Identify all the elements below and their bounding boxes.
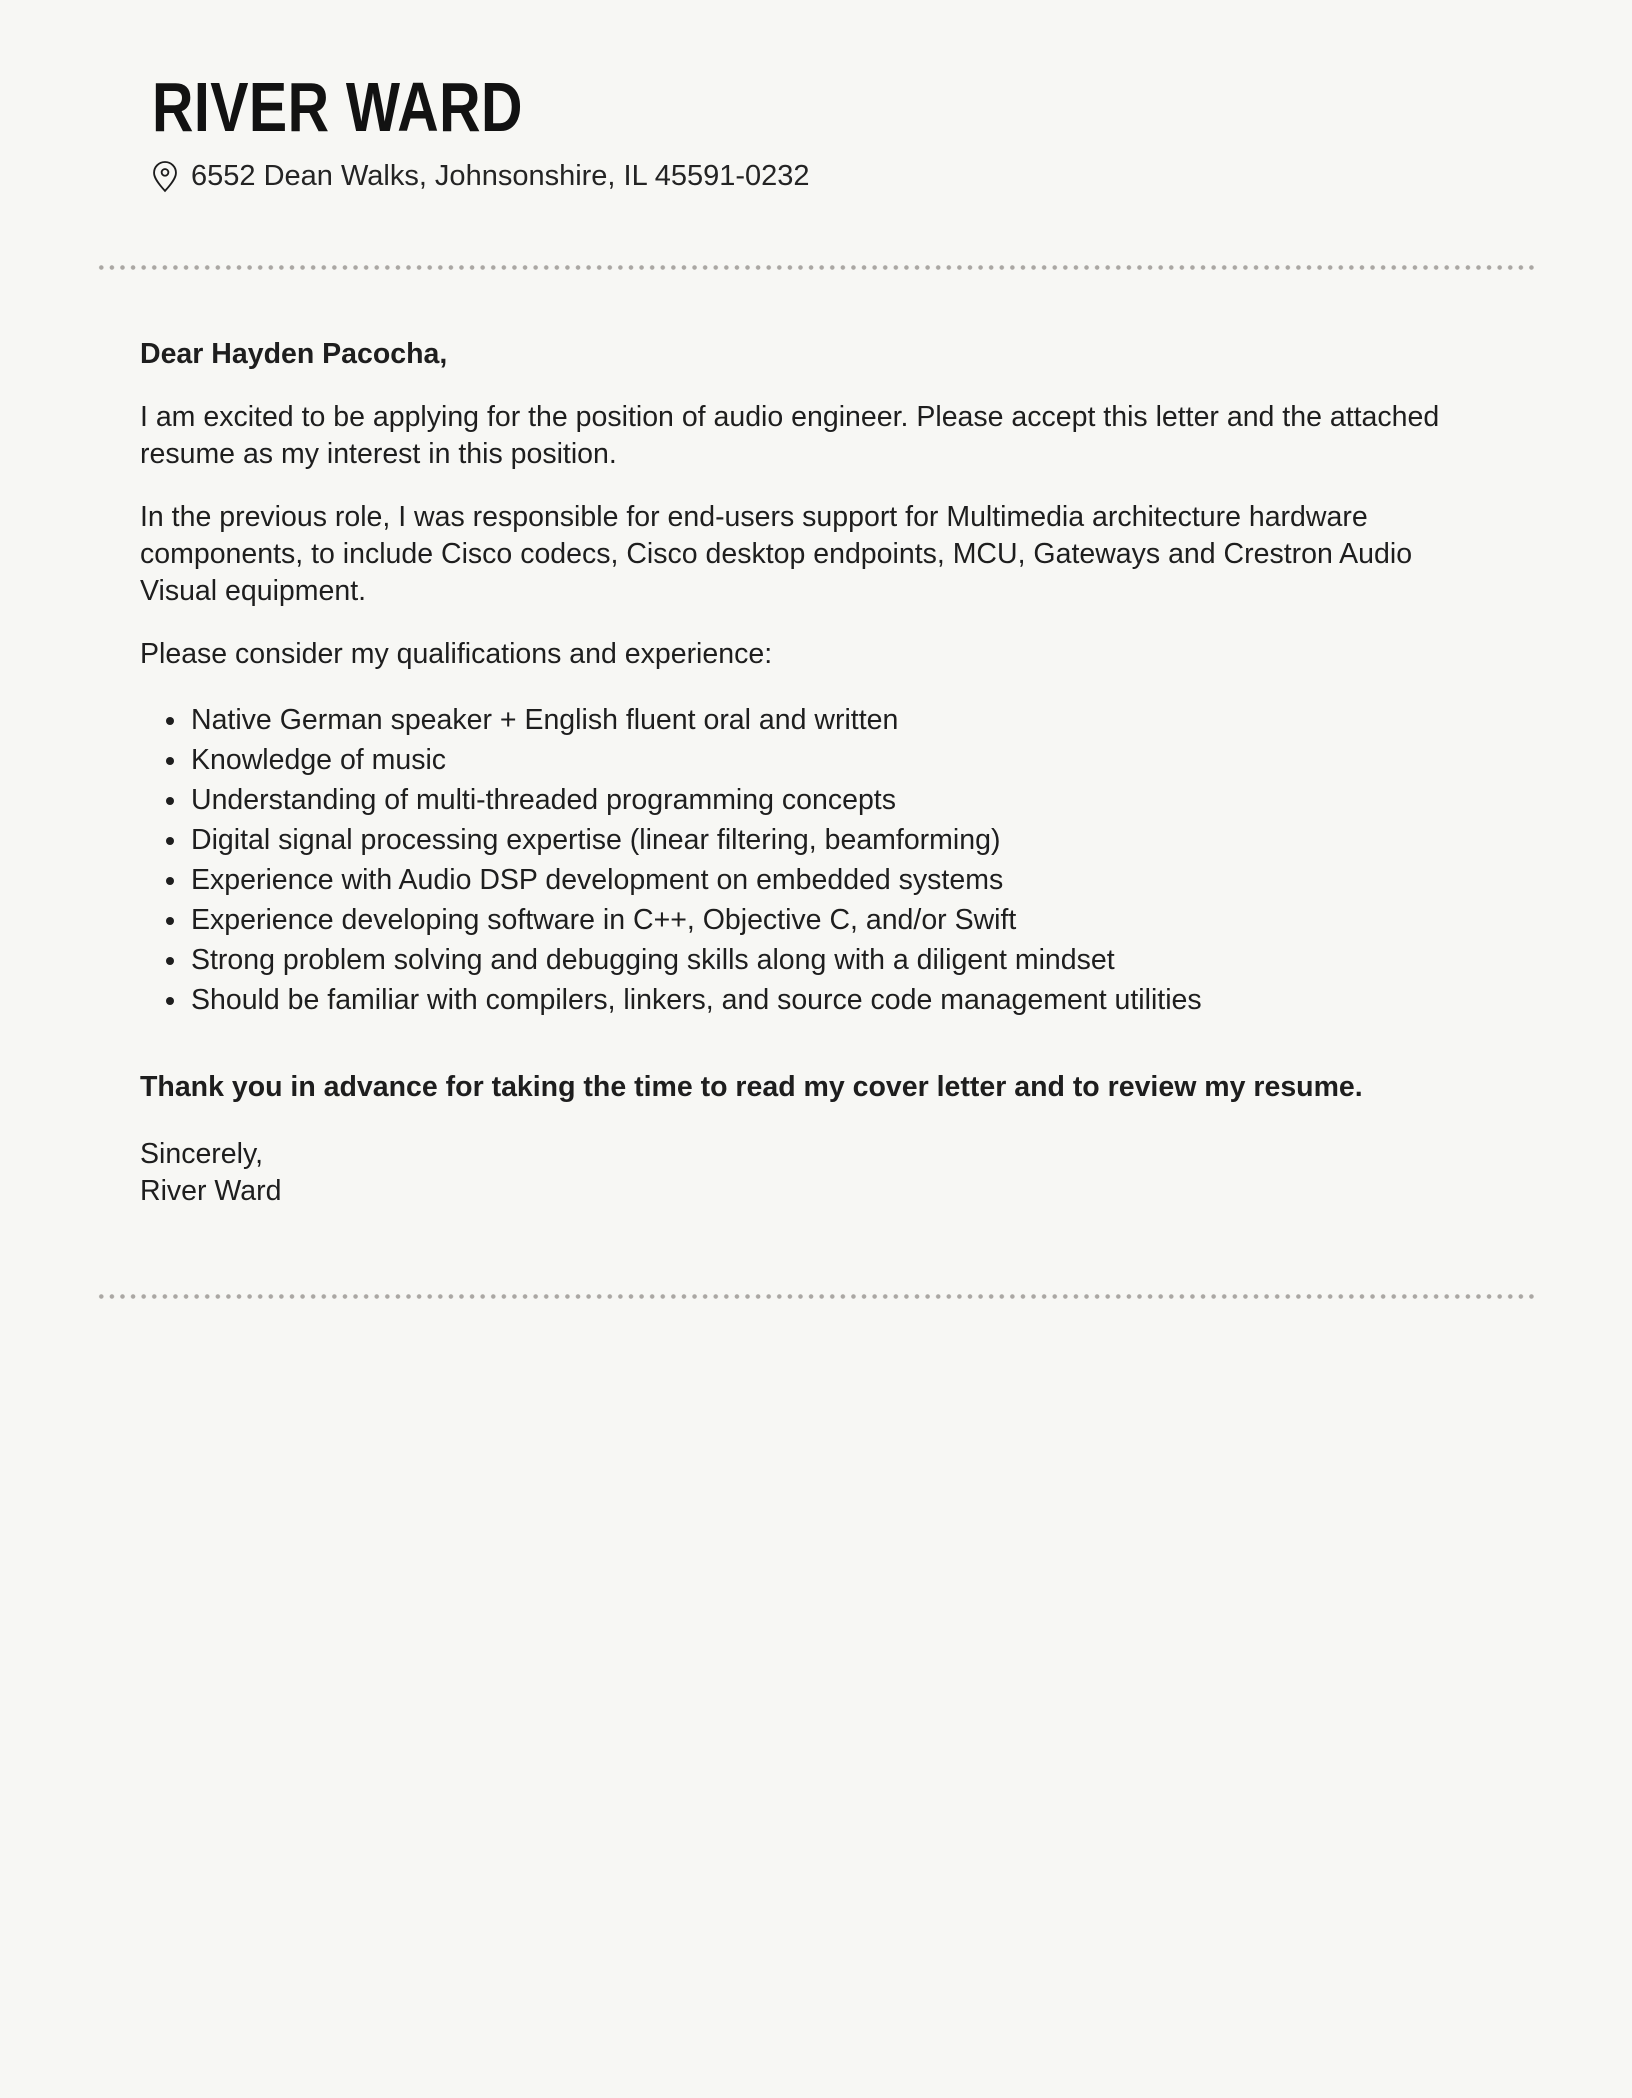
qualification-item: • Native German speaker + English fluent oral and written <box>189 701 1492 739</box>
qualification-item: • Understanding of multi-threaded programming concepts <box>189 781 1492 819</box>
qualifications-list <box>140 701 1492 1019</box>
qualification-item: • Strong problem solving and debugging skills along with a diligent mindset <box>189 941 1492 979</box>
location-pin-icon <box>152 160 178 193</box>
applicant-name <box>152 68 1492 146</box>
qualification-item: • Experience developing software in C++, Objective C, and/or Swift <box>189 901 1492 939</box>
greeting: Dear Hayden Pacocha, <box>140 338 448 370</box>
dotted-separator-bottom <box>96 1294 1536 1299</box>
paragraph-intro: I am excited to be applying for the position of audio engineer. Please accept this letter and the attached resume as my interest in this position. <box>140 401 1440 470</box>
signature-name: River Ward <box>140 1175 282 1207</box>
qualification-item: • Should be familiar with compilers, linkers, and source code management utilities <box>189 981 1492 1019</box>
letter-body <box>0 336 1632 1210</box>
address-row <box>152 160 1492 193</box>
signoff-block <box>140 1136 1492 1210</box>
qualification-item: • Digital signal processing expertise (linear filtering, beamforming) <box>189 821 1492 859</box>
paragraph-qualifications-lead: Please consider my qualifications and experience: <box>140 638 773 670</box>
closing-statement: Thank you in advance for taking the time to read my cover letter and to review my resume. <box>140 1071 1363 1103</box>
applicant-name-text: RIVER WARD <box>152 68 523 146</box>
qualification-item: • Experience with Audio DSP development on embedded systems <box>189 861 1492 899</box>
dotted-separator-top <box>96 265 1536 270</box>
qualification-item: • Knowledge of music <box>189 741 1492 779</box>
signoff: Sincerely, <box>140 1138 264 1170</box>
letter-header <box>0 0 1632 193</box>
applicant-address: 6552 Dean Walks, Johnsonshire, IL 45591-0232 <box>191 160 810 192</box>
paragraph-previous-role: In the previous role, I was responsible for end-users support for Multimedia architecture hardware components, to include Cisco codecs, Cisco desktop endpoints, MCU, Gateways and Crestron Audio Visual equipment. <box>140 501 1413 607</box>
